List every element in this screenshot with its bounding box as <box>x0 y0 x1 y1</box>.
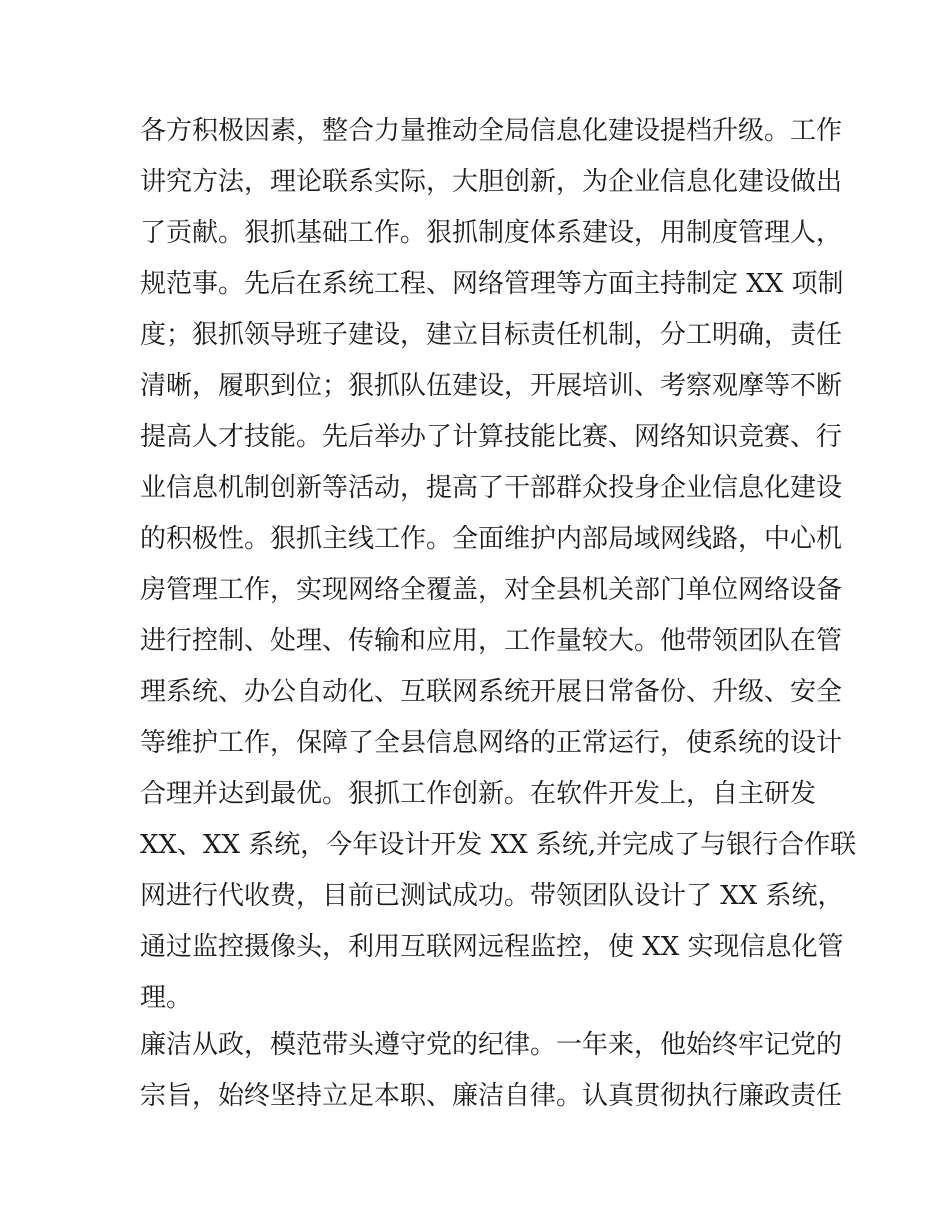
text-line: XX、XX 系统，今年设计开发 XX 系统,并完成了与银行合作联 <box>140 830 857 860</box>
text-line: 等维护工作，保障了全县信息网络的正常运行，使系统的设计 <box>140 728 843 758</box>
paragraph-2 <box>140 1020 843 1122</box>
text-line: 合理并达到最优。狠抓工作创新。在软件开发上，自主研发 <box>140 779 817 809</box>
text-line: 规范事。先后在系统工程、网络管理等方面主持制定 XX 项制 <box>140 269 844 299</box>
text-line: 理。 <box>140 983 193 1013</box>
text-line: 度；狠抓领导班子建设，建立目标责任机制，分工明确，责任 <box>140 320 843 350</box>
text-line: 进行控制、处理、传输和应用，工作量较大。他带领团队在管 <box>140 626 843 656</box>
text-line: 讲究方法，理论联系实际，大胆创新，为企业信息化建设做出 <box>140 167 843 197</box>
text-line: 房管理工作，实现网络全覆盖，对全县机关部门单位网络设备 <box>140 575 843 605</box>
text-line: 了贡献。狠抓基础工作。狠抓制度体系建设，用制度管理人， <box>140 218 843 248</box>
text-line: 网进行代收费，目前已测试成功。带领团队设计了 XX 系统， <box>140 881 844 911</box>
text-line: 业信息机制创新等活动，提高了干部群众投身企业信息化建设 <box>140 473 843 503</box>
text-line: 的积极性。狠抓主线工作。全面维护内部局域网线路，中心机 <box>140 524 843 554</box>
text-line: 通过监控摄像头，利用互联网远程监控，使 XX 实现信息化管 <box>140 932 844 962</box>
text-line: 清晰，履职到位；狠抓队伍建设，开展培训、考察观摩等不断 <box>140 371 843 401</box>
text-line: 各方积极因素，整合力量推动全局信息化建设提档升级。工作 <box>140 116 843 146</box>
paragraph-1 <box>140 106 857 1024</box>
text-line: 廉洁从政，模范带头遵守党的纪律。一年来，他始终牢记党的 <box>140 1030 843 1060</box>
text-line: 提高人才技能。先后举办了计算技能比赛、网络知识竞赛、行 <box>140 422 843 452</box>
text-line: 理系统、办公自动化、互联网系统开展日常备份、升级、安全 <box>140 677 843 707</box>
text-line: 宗旨，始终坚持立足本职、廉洁自律。认真贯彻执行廉政责任 <box>140 1081 843 1111</box>
